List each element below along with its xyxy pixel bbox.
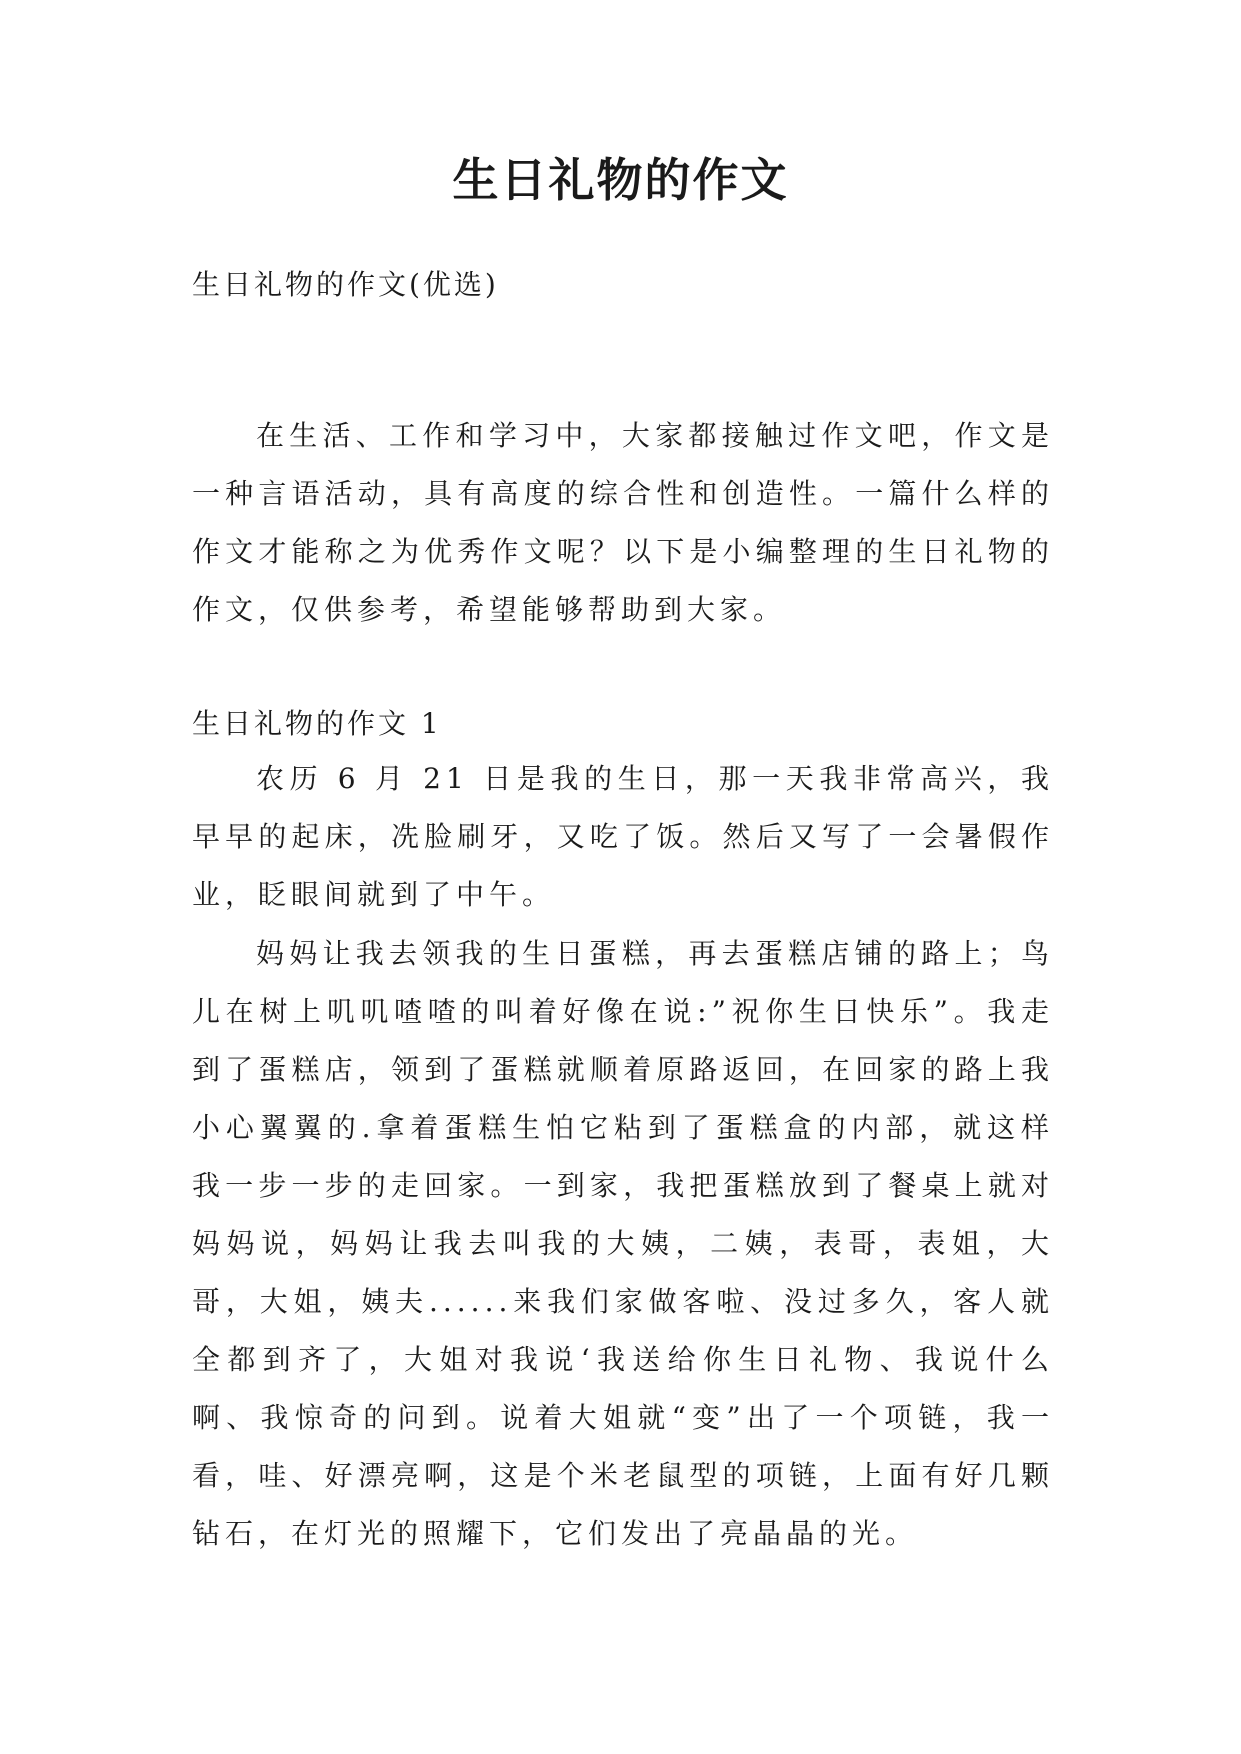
intro-paragraph: 在生活、工作和学习中，大家都接触过作文吧，作文是一种言语活动，具有高度的综合性和创造性。一篇什么样的作文才能称之为优秀作文呢？以下是小编整理的生日礼物的作文，仅供参考，希望能够帮助到大家。 — [192, 419, 1054, 626]
section-heading: 生日礼物的作文 1 — [192, 707, 442, 740]
body-paragraph-2: 妈妈让我去领我的生日蛋糕，再去蛋糕店铺的路上；鸟儿在树上叽叽喳喳的叫着好像在说:”祝你生日快乐”。我走到了蛋糕店，领到了蛋糕就顺着原路返回，在回家的路上我小心翼翼的.拿着蛋糕生怕它粘到了蛋糕盒的内部，就这样我一步一步的走回家。一到家，我把蛋糕放到了餐桌上就对妈妈说，妈妈让我去叫我的大姨，二姨，表哥，表姐，大哥，大姐，姨夫......来我们家做客啦、没过多久，客人就全都到齐了，大姐对我说‘我送给你生日礼物、我说什么啊、我惊奇的问到。说着大姐就“变”出了一个项链，我一看，哇、好漂亮啊，这是个米老鼠型的项链，上面有好几颗钻石，在灯光的照耀下，它们发出了亮晶晶的光。 — [192, 937, 1054, 1550]
document-title: 生日礼物的作文 — [452, 153, 789, 207]
document-subtitle: 生日礼物的作文(优选) — [192, 268, 499, 301]
body-paragraph-1: 农历 6 月 21 日是我的生日，那一天我非常高兴，我早早的起床，冼脸刷牙，又吃了饭。然后又写了一会暑假作业，眨眼间就到了中午。 — [192, 762, 1054, 911]
